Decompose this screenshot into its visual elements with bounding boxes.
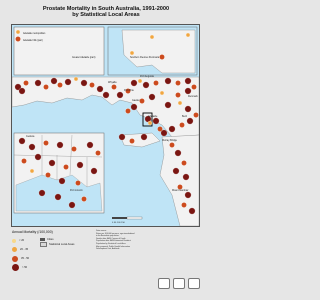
sla-mortality-dot	[181, 160, 186, 165]
sla-mortality-dot	[185, 106, 191, 112]
subtitle-line: by Statistical Local Areas	[72, 12, 140, 19]
sla-mortality-dot	[175, 80, 180, 85]
sla-mortality-dot	[169, 142, 174, 147]
sla-mortality-dot	[16, 30, 20, 34]
sla-mortality-dot	[148, 121, 152, 125]
note-4: Population data: ABS Estimated Resident	[96, 240, 131, 243]
sla-mortality-dot	[87, 142, 93, 148]
sla-mortality-dot	[175, 92, 180, 97]
note-1: Rates per 100,000 persons, age-standardised	[96, 232, 135, 235]
legend-swatch-3	[12, 264, 19, 271]
sla-mortality-dot	[81, 80, 87, 86]
sla-mortality-dot	[159, 54, 164, 59]
legend-swatch-0	[12, 239, 16, 243]
sla-mortality-dot	[35, 154, 41, 160]
title-line: Prostate Mortality in South Australia, 1991-2000	[42, 6, 170, 12]
place-label: Whyalla	[108, 81, 117, 84]
sla-mortality-dot	[21, 158, 26, 163]
sla-mortality-dot	[129, 138, 134, 143]
sla-mortality-dot	[75, 180, 80, 185]
sla-mortality-dot	[43, 84, 48, 89]
agency-logo-2	[173, 278, 185, 289]
sla-mortality-dot	[141, 134, 147, 140]
sla-mortality-dot	[186, 33, 190, 37]
sla-mortality-dot	[43, 140, 48, 145]
sla-mortality-dot	[139, 98, 144, 103]
sla-mortality-dot	[57, 142, 63, 148]
note-2: to the Australian population.	[96, 235, 120, 238]
legend-label-3: > 50	[22, 266, 28, 269]
sla-mortality-dot	[74, 77, 78, 81]
sla-mortality-dot	[81, 196, 86, 201]
legend-other-label-0: Cities	[47, 238, 54, 241]
sla-mortality-dot	[178, 101, 182, 105]
sla-mortality-dot	[130, 51, 134, 55]
sla-mortality-dot	[69, 202, 75, 208]
sla-mortality-dot	[91, 168, 97, 174]
inset-label: Adelaide metropolitan	[23, 33, 46, 35]
inset-label: Greater Adelaide (part)	[72, 57, 96, 59]
legend-row-3	[12, 263, 84, 272]
sla-mortality-dot	[187, 118, 193, 124]
sla-mortality-dot	[153, 118, 159, 124]
map-svg	[12, 25, 199, 226]
sla-mortality-dot	[131, 104, 137, 110]
sla-mortality-dot	[55, 194, 61, 200]
note-3: Deaths data: ABS Causes of Death	[96, 237, 126, 240]
place-label: Ceduna	[26, 135, 35, 138]
sla-mortality-dot	[35, 80, 41, 86]
place-label: Mount Gambier	[172, 189, 189, 192]
sla-mortality-dot	[51, 78, 57, 84]
legend-label-0: < 20	[19, 239, 25, 242]
scale-bar	[112, 217, 142, 219]
sla-mortality-dot	[119, 134, 125, 140]
sla-mortality-dot	[45, 172, 50, 177]
sla-mortality-dot	[160, 91, 164, 95]
place-label: Renmark	[188, 95, 198, 98]
map-title	[0, 6, 212, 19]
note-5: Population by Statistical Local Area.	[96, 242, 127, 245]
sla-mortality-dot	[169, 126, 175, 132]
place-label: Port Pirie	[124, 89, 134, 92]
legend-label-2: 35 - 50	[21, 257, 30, 260]
sla-mortality-dot	[173, 168, 179, 174]
legend-other	[40, 237, 74, 247]
place-label: Gawler	[132, 99, 140, 102]
sla-mortality-dot	[103, 92, 109, 98]
place-label: Berri	[182, 115, 188, 118]
notes-block	[96, 230, 154, 251]
sla-mortality-dot	[165, 78, 171, 84]
sla-mortality-dot	[189, 208, 195, 214]
sla-mortality-dot	[193, 112, 198, 117]
place-label: Murray Bridge	[162, 139, 178, 142]
sla-mortality-dot	[15, 36, 20, 41]
legend-row-2	[12, 254, 84, 263]
sla-mortality-dot	[111, 84, 116, 89]
sla-mortality-dot	[49, 160, 55, 166]
legend-other-label-1: Statistical Local Areas	[49, 243, 75, 246]
sla-mortality-dot	[191, 84, 196, 89]
sla-symbol	[40, 242, 47, 247]
legend-label-1: 20 - 35	[20, 248, 29, 251]
sla-mortality-dot	[71, 146, 76, 151]
place-label: Adelaide	[148, 115, 158, 118]
sla-mortality-dot	[185, 78, 191, 84]
sla-mortality-dot	[175, 150, 181, 156]
sla-mortality-dot	[39, 190, 45, 196]
sla-mortality-dot	[149, 94, 155, 100]
sla-mortality-dot	[185, 192, 191, 198]
agency-logo-1	[158, 278, 170, 289]
sla-mortality-dot	[117, 92, 123, 98]
sla-mortality-dot	[77, 162, 83, 168]
sla-mortality-dot	[95, 150, 100, 155]
legend-title: Annual Mortality (/100,000)	[12, 230, 53, 234]
sla-mortality-dot	[179, 122, 184, 127]
sla-mortality-dot	[19, 88, 25, 94]
note-6: Map prepared: Public Health Information	[96, 245, 130, 248]
sla-mortality-dot	[138, 79, 142, 83]
inset-label: Adelaide hills (part)	[23, 40, 43, 42]
note-0: Data source:	[96, 230, 107, 232]
map-area	[11, 24, 200, 227]
sla-mortality-dot	[131, 80, 137, 86]
cities-symbol	[40, 238, 45, 241]
sla-mortality-dot	[161, 130, 167, 136]
scale-label: 0 50 100 150	[112, 222, 125, 224]
place-label: Port Augusta	[140, 75, 154, 78]
legend-other-row-1	[40, 242, 74, 247]
sla-mortality-dot	[185, 88, 191, 94]
sla-mortality-dot	[97, 86, 103, 92]
legend-swatch-1	[12, 247, 17, 252]
sla-mortality-dot	[153, 80, 158, 85]
sla-mortality-dot	[125, 108, 130, 113]
sla-mortality-dot	[19, 138, 25, 144]
sla-mortality-dot	[57, 82, 62, 87]
note-7: Development Unit, Adelaide.	[96, 248, 120, 251]
sla-mortality-dot	[65, 79, 71, 85]
place-label: Port Lincoln	[70, 189, 83, 192]
sla-mortality-dot	[59, 178, 65, 184]
sla-mortality-dot	[150, 35, 154, 39]
sla-mortality-dot	[63, 164, 68, 169]
sla-mortality-dot	[23, 80, 28, 85]
sla-mortality-dot	[29, 144, 35, 150]
inset-label: Southern Fleurieu Peninsula	[130, 57, 159, 59]
sla-mortality-dot	[89, 82, 94, 87]
sla-mortality-dot	[181, 202, 186, 207]
sla-mortality-dot	[143, 82, 149, 88]
sla-mortality-dot	[30, 169, 34, 173]
sla-mortality-dot	[165, 102, 171, 108]
agency-logo-3	[188, 278, 200, 289]
sla-mortality-dot	[183, 174, 189, 180]
legend-swatch-2	[12, 256, 18, 262]
logos	[158, 278, 200, 289]
